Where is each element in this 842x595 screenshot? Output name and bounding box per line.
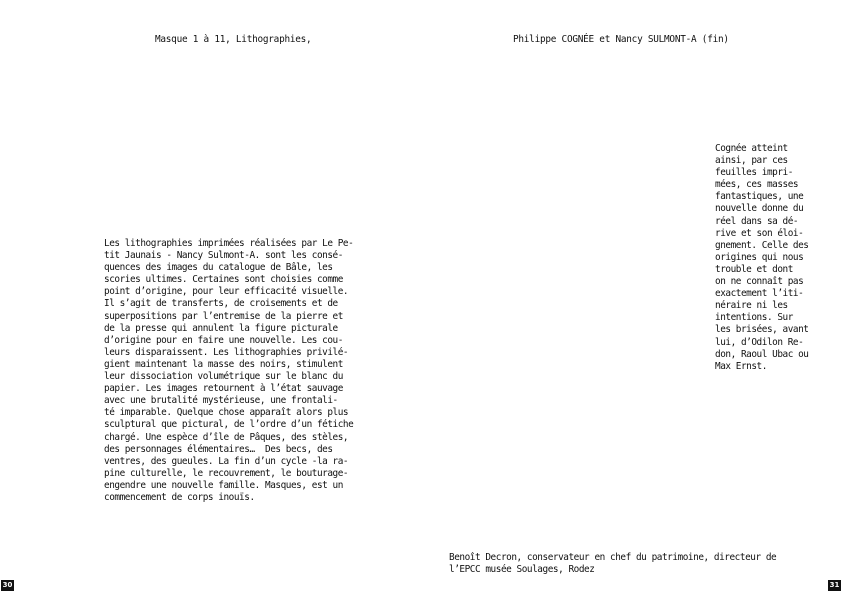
right-page bbox=[421, 0, 842, 595]
right-page-header: Philippe COGNÉE et Nancy SULMONT-A (fin) bbox=[513, 34, 729, 45]
page-number-left: 30 bbox=[2, 581, 13, 589]
left-body-text: Les lithographies imprimées réalisées par Le Pe- tit Jaunais - Nancy Sulmont-A. sont les consé- quences des images du catalogue de Bâle, les scories ultimes. Certaines sont choisies comme point d’origine, pour leur efficacité visuelle. Il s’agit de transferts, de croisements et de superpositions par l’entremise de la pierre et de la presse qui annulent la figure picturale d’origine pour en faire une nouvelle. Les cou- leurs disparaissent. Les lithographies privilé- gient maintenant la masse des noirs, stimulent leur dissociation volumétrique sur le blanc du papier. Les images retournent à l’état sauvage avec une brutalité mystérieuse, une frontali- té imparable. Quelque chose apparaît alors plus sculptural que pictural, de l’ordre d’un fétiche chargé. Une espèce d’île de Pâques, des stèles, des personnages élémentaires… Des becs, des ventres, des gueules. La fin d’un cycle -la ra- pine culturelle, le recouvrement, le bouturage- engendre une nouvelle famille. Masques, est un commencement de corps inouïs. bbox=[104, 238, 354, 503]
left-page-header: Masque 1 à 11, Lithographies, bbox=[155, 34, 312, 45]
author-signature: Benoît Decron, conservateur en chef du patrimoine, directeur de l’EPCC musée Soulages, Rodez bbox=[449, 552, 777, 576]
right-body-text: Cognée atteint ainsi, par ces feuilles impri- mées, ces masses fantastiques, une nouvelle donne du réel dans sa dé- rive et son éloi- gnement. Celle des origines qui nous trouble et dont on ne connaît pas exactement l’iti- néraire ni les intentions. Sur les brisées, avant lui, d’Odilon Re- don, Raoul Ubac ou Max Ernst. bbox=[715, 143, 809, 372]
page-number-right: 31 bbox=[829, 581, 840, 589]
